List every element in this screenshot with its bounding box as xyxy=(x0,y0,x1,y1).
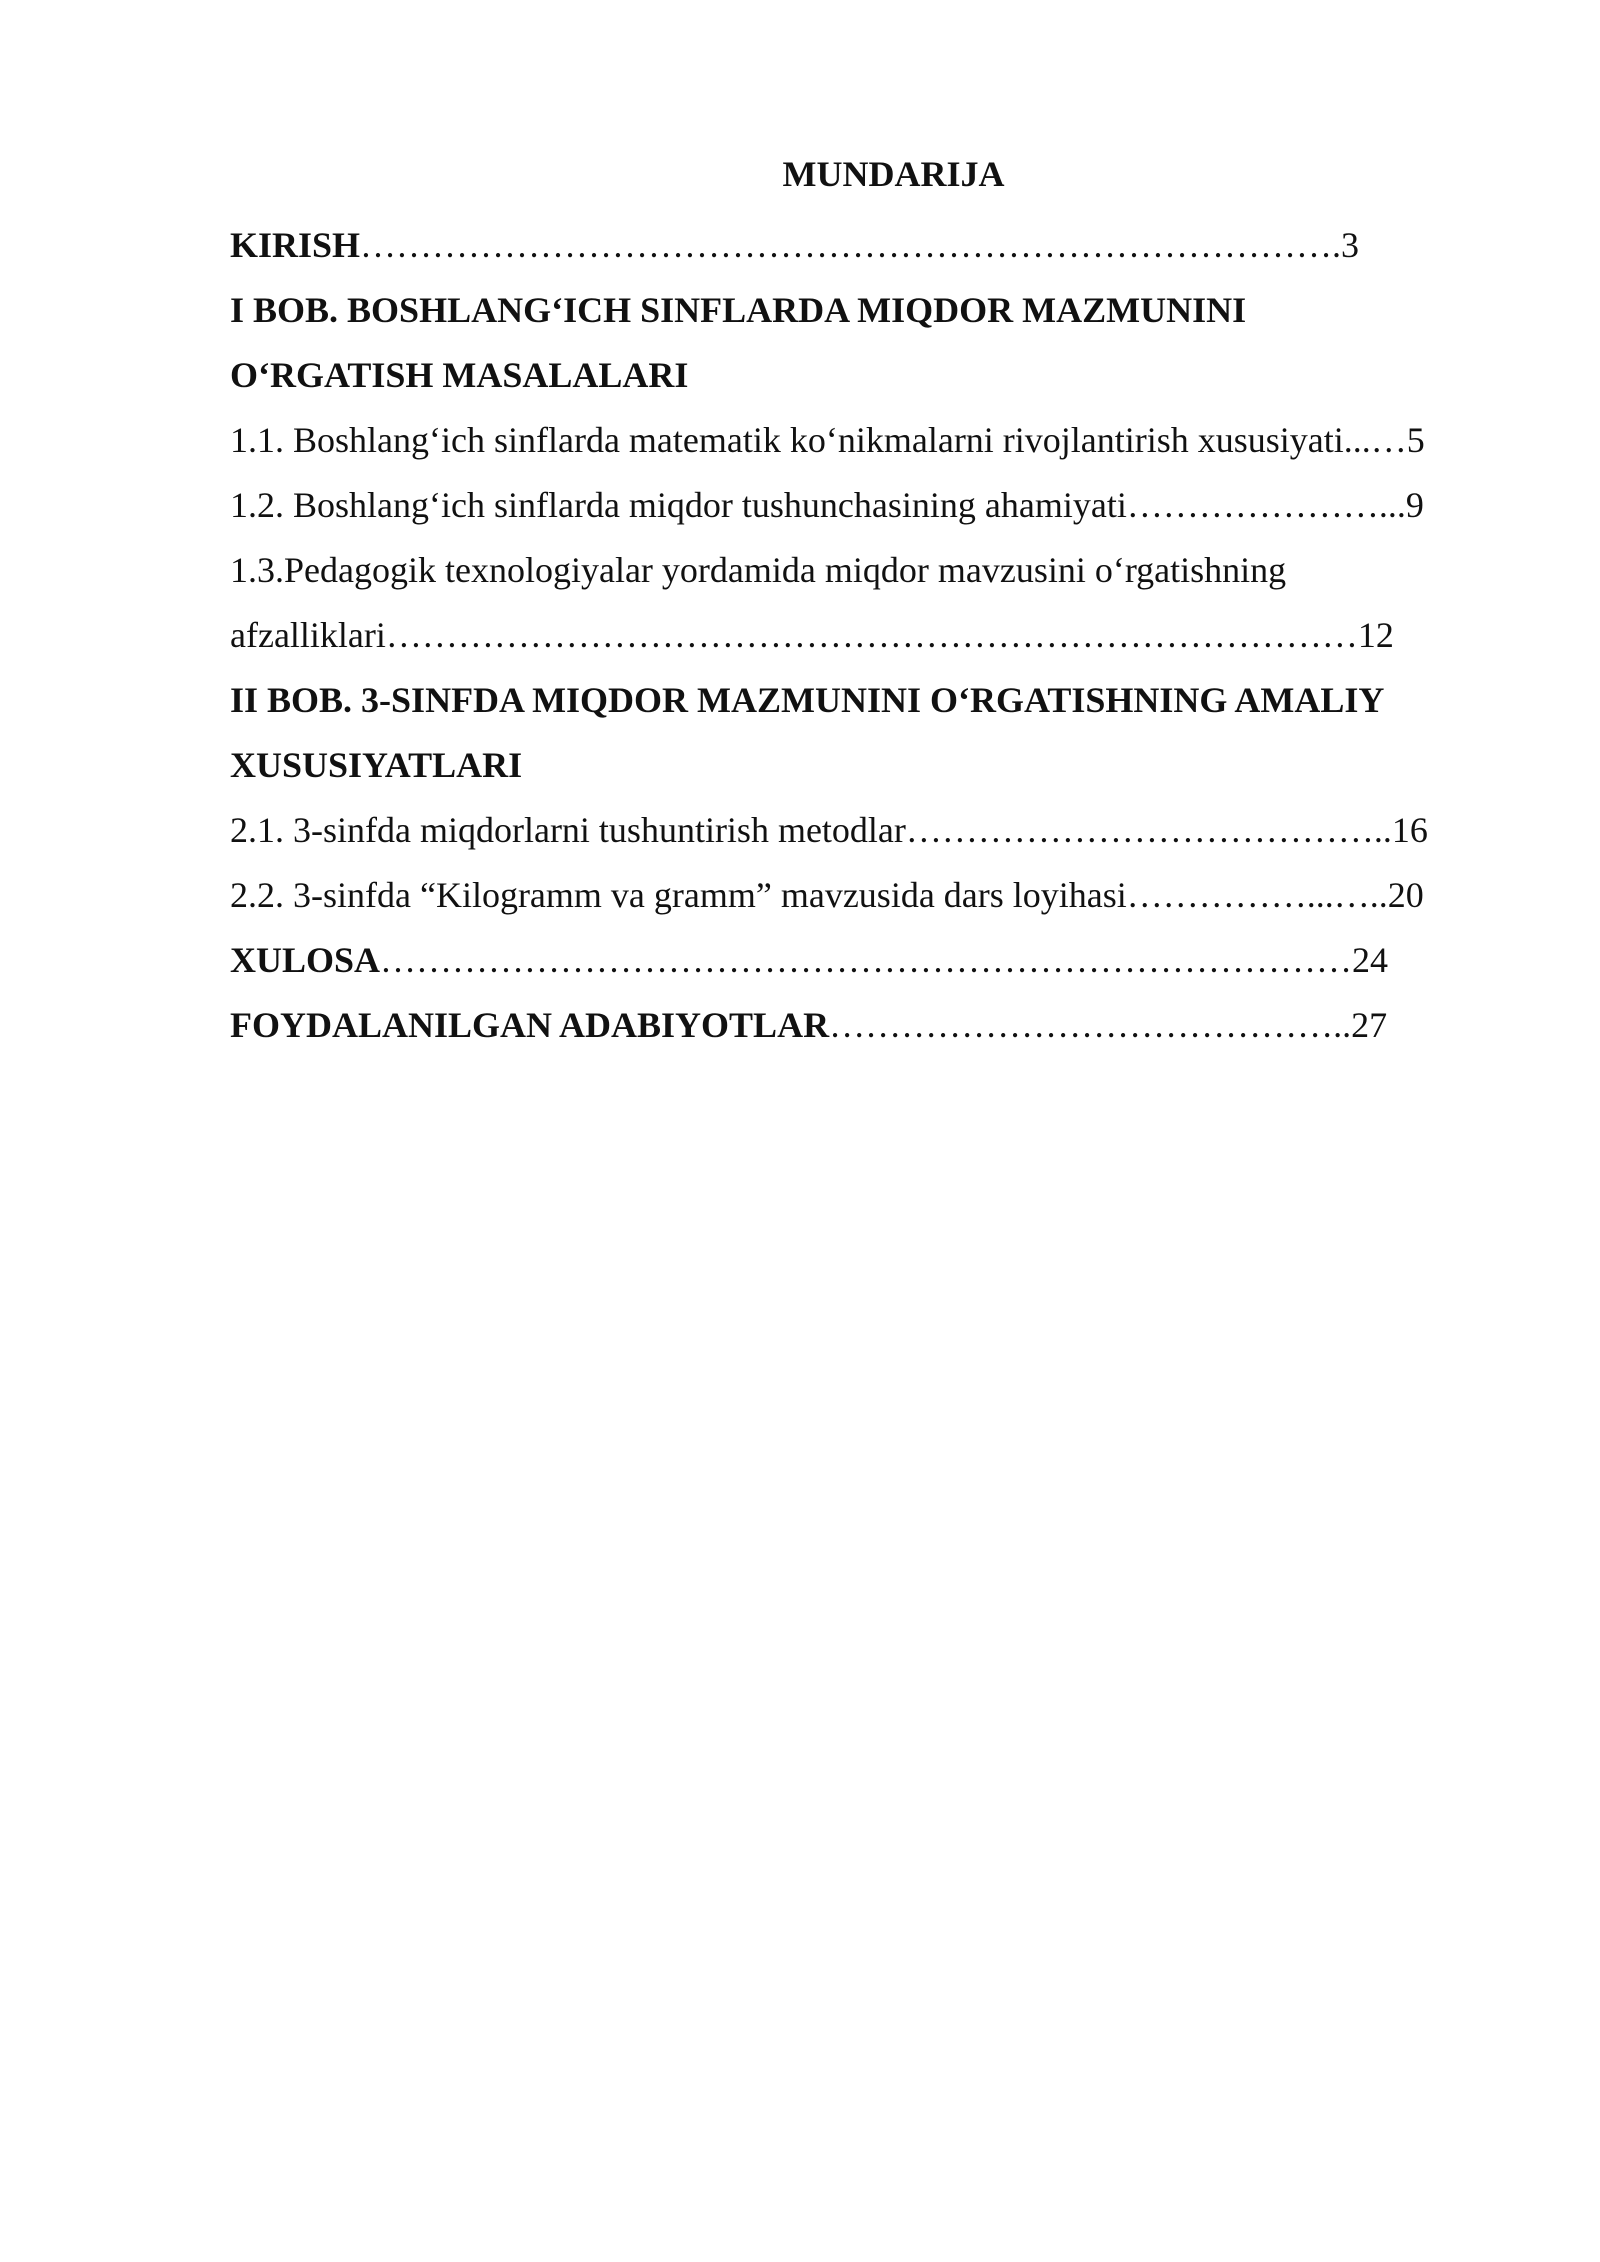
toc-title: MUNDARIJA xyxy=(782,154,1005,194)
toc-entry xyxy=(230,473,1492,538)
toc-entry-text: I BOB. BOSHLANG‘ICH SINFLARDA MIQDOR MAZMUNINI xyxy=(230,290,1247,330)
toc-entry-leader: … xyxy=(1370,420,1407,460)
toc-entry-page: 12 xyxy=(1357,615,1394,655)
toc-entry-page: 3 xyxy=(1341,225,1360,265)
toc-entry-text: O‘RGATISH MASALALARI xyxy=(230,355,689,395)
toc-entry xyxy=(230,733,1492,798)
table-of-contents xyxy=(230,148,1492,1058)
toc-entry-page: 27 xyxy=(1351,1005,1388,1045)
toc-entry-page: 16 xyxy=(1391,810,1428,850)
toc-entry xyxy=(230,668,1492,733)
toc-entry xyxy=(230,928,1492,993)
toc-entry xyxy=(230,213,1492,278)
toc-entry xyxy=(230,603,1492,668)
toc-entry-page: 20 xyxy=(1387,875,1424,915)
toc-entry-text: 1.2. Boshlang‘ich sinflarda miqdor tushunchasining ahamiyati xyxy=(230,485,1127,525)
toc-entry-text: FOYDALANILGAN ADABIYOTLAR xyxy=(230,1005,830,1045)
toc-entry-leader: ………………………………………………………………………. xyxy=(360,225,1342,265)
toc-entry xyxy=(230,993,1492,1058)
toc-entry xyxy=(230,408,1492,473)
toc-entry-leader: …………………... xyxy=(1126,485,1406,525)
toc-entry xyxy=(230,798,1492,863)
toc-entry-text: 2.1. 3-sinfda miqdorlarni tushuntirish metodlar xyxy=(230,810,906,850)
toc-entry-text: 2.2. 3-sinfda “Kilogramm va gramm” mavzusida dars loyihasi xyxy=(230,875,1127,915)
toc-entry xyxy=(230,278,1492,343)
toc-entry-text: XULOSA xyxy=(230,940,381,980)
toc-entry-leader: ……………...….. xyxy=(1126,875,1388,915)
toc-entry-text: KIRISH xyxy=(230,225,361,265)
toc-entry-leader: …………………………………….. xyxy=(829,1005,1352,1045)
toc-entry-leader: ……………………………………………………………………… xyxy=(385,615,1358,655)
toc-entry-text: 1.3.Pedagogik texnologiyalar yordamida miqdor mavzusini o‘rgatishning xyxy=(230,550,1287,590)
toc-entry-text: afzalliklari xyxy=(230,615,386,655)
toc-entry xyxy=(230,538,1492,603)
toc-entry-page: 9 xyxy=(1405,485,1424,525)
toc-entry-leader: ………………………………….. xyxy=(905,810,1392,850)
toc-entry-page: 24 xyxy=(1352,940,1389,980)
toc-entry-text: 1.1. Boshlang‘ich sinflarda matematik ko‘nikmalarni rivojlantirish xususiyati... xyxy=(230,420,1371,460)
toc-entry-text: XUSUSIYATLARI xyxy=(230,745,523,785)
toc-entry-page: 5 xyxy=(1406,420,1425,460)
toc-entry xyxy=(230,343,1492,408)
toc-entry-text: II BOB. 3-SINFDA MIQDOR MAZMUNINI O‘RGATISHNING AMALIY xyxy=(230,680,1385,720)
toc-entry-leader: ……………………………………………………………………… xyxy=(380,940,1353,980)
toc-entry xyxy=(230,863,1492,928)
